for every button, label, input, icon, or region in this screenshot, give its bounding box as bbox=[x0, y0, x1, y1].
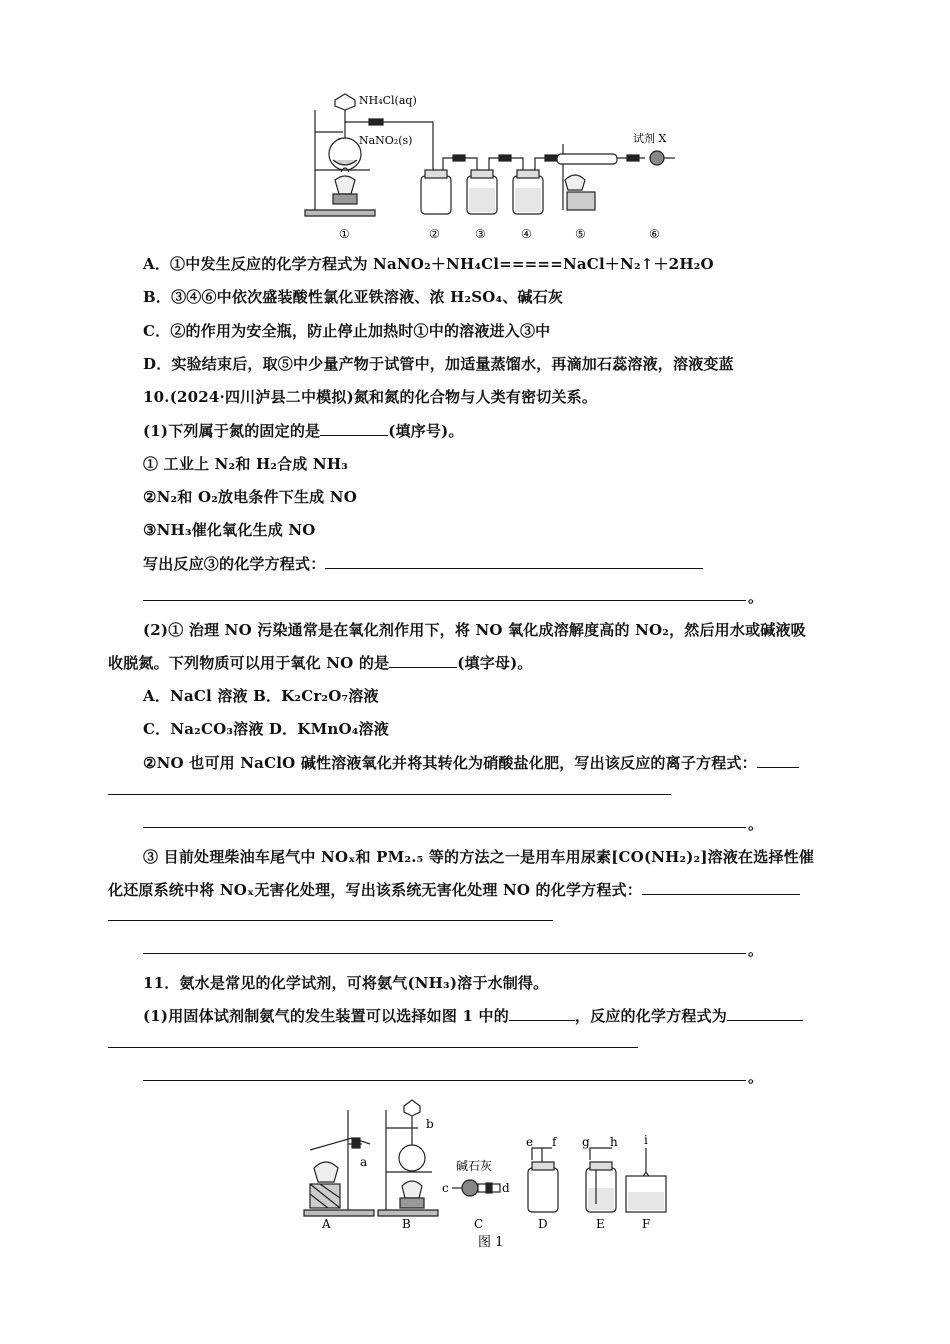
label-reagent-x: 试剂 X bbox=[633, 132, 667, 145]
q10-write-eq3 bbox=[143, 553, 703, 574]
q11-part1-text-a: (1)用固体试剂制氨气的发生装置可以选择如图 1 中的 bbox=[143, 1007, 509, 1025]
fig1-label-d-port: d bbox=[502, 1181, 510, 1195]
fig1-label-e-port: e bbox=[526, 1135, 534, 1149]
q10-part1-text-b: (填序号)。 bbox=[388, 422, 464, 440]
q10-eq3-blank-1[interactable] bbox=[325, 554, 703, 569]
q11-eq-blank-2[interactable] bbox=[108, 1047, 638, 1048]
label-num-5: ⑤ bbox=[575, 227, 586, 241]
q9-option-a: A．①中发生反应的化学方程式为 NaNO₂＋NH₄Cl=====NaCl＋N₂↑＋2H₂O bbox=[143, 255, 714, 273]
q11-device-blank[interactable] bbox=[509, 1006, 575, 1021]
q10-part2-2-text: ②NO 也可用 NaClO 碱性溶液氧化并将其转化为硝酸盐化肥，写出该反应的离子方程式： bbox=[143, 754, 757, 772]
q10-part1-blank[interactable] bbox=[320, 421, 388, 436]
label-nano2: NaNO₂(s) bbox=[359, 134, 413, 147]
fig1-label-i-port: i bbox=[644, 1133, 648, 1147]
fig1-label-h-port: h bbox=[610, 1135, 618, 1149]
fig1-label-f-port: f bbox=[552, 1135, 557, 1149]
fig1-label-B: B bbox=[402, 1217, 411, 1231]
q10-ionic-eq-blank-3[interactable] bbox=[143, 827, 746, 828]
q10-no-eq-blank-3[interactable] bbox=[143, 953, 746, 954]
q9-option-d: D．实验结束后，取⑤中少量产物于试管中，加适量蒸馏水，再滴加石蕊溶液，溶液变蓝 bbox=[143, 355, 734, 373]
fig1-label-b-port: b bbox=[426, 1117, 434, 1131]
q10-item-1: ① 工业上 N₂和 H₂合成 NH₃ bbox=[143, 455, 348, 473]
q11-part1 bbox=[143, 1005, 803, 1026]
q10-options-cd: C．Na₂CO₃溶液 D．KMnO₄溶液 bbox=[143, 720, 389, 738]
q10-item-2: ②N₂和 O₂放电条件下生成 NO bbox=[143, 488, 357, 506]
period: 。 bbox=[748, 941, 764, 959]
label-num-6: ⑥ bbox=[649, 227, 660, 241]
q10-part1-question bbox=[143, 420, 464, 441]
label-num-1: ① bbox=[339, 227, 350, 241]
q10-part2-2 bbox=[143, 752, 799, 773]
q10-part3-line2-text: 化还原系统中将 NOₓ无害化处理，写出该系统无害化处理 NO 的化学方程式： bbox=[108, 881, 642, 899]
q9-option-b: B．③④⑥中依次盛装酸性氯化亚铁溶液、浓 H₂SO₄、碱石灰 bbox=[143, 288, 564, 306]
q11-title: 11．氨水是常见的化学试剂，可将氨气(NH₃)溶于水制得。 bbox=[143, 974, 549, 992]
fig1-label-D: D bbox=[538, 1217, 548, 1231]
q11-eq-blank-3[interactable] bbox=[143, 1080, 746, 1081]
fig1-label-F: F bbox=[642, 1217, 651, 1231]
q10-ionic-eq-blank-2[interactable] bbox=[108, 794, 671, 795]
fig1-label-g-port: g bbox=[582, 1135, 590, 1149]
label-num-2: ② bbox=[429, 227, 440, 241]
q10-part1-text-a: (1)下列属于氮的固定的是 bbox=[143, 422, 321, 440]
q10-title: 10.(2024·四川泸县二中模拟)氮和氮的化合物与人类有密切关系。 bbox=[143, 388, 598, 406]
apparatus-figure-1 bbox=[290, 1092, 690, 1252]
fig1-caption: 图 1 bbox=[478, 1235, 504, 1250]
fig1-label-E: E bbox=[596, 1217, 605, 1231]
q10-part2-line2 bbox=[108, 652, 533, 673]
q10-write-eq3-text: 写出反应③的化学方程式： bbox=[143, 555, 326, 573]
fig1-label-a-port: a bbox=[360, 1155, 368, 1169]
q10-options-ab: A．NaCl 溶液 B．K₂Cr₂O₇溶液 bbox=[143, 687, 379, 705]
q10-part2-line2-text-a: 收脱氮。下列物质可以用于氧化 NO 的是 bbox=[108, 654, 390, 672]
q10-part2-blank[interactable] bbox=[389, 653, 457, 668]
q11-eq-blank-1[interactable] bbox=[727, 1006, 803, 1021]
q10-no-eq-blank-2[interactable] bbox=[108, 920, 553, 921]
q10-part2-line1: (2)① 治理 NO 污染通常是在氧化剂作用下，将 NO 氧化成溶解度高的 NO₂，然后用水或碱液吸 bbox=[143, 621, 806, 639]
period: 。 bbox=[748, 588, 764, 606]
label-num-3: ③ bbox=[475, 227, 486, 241]
apparatus-figure-top bbox=[295, 92, 695, 244]
q10-item-3: ③NH₃催化氧化生成 NO bbox=[143, 521, 316, 539]
fig1-label-c-port: c bbox=[442, 1181, 449, 1195]
period: 。 bbox=[748, 1068, 764, 1086]
fig1-label-A: A bbox=[322, 1217, 331, 1231]
q10-part2-line2-text-b: (填字母)。 bbox=[457, 654, 533, 672]
q11-part1-text-b: ，反应的化学方程式为 bbox=[574, 1007, 727, 1025]
q10-part3-line2 bbox=[108, 879, 800, 900]
label-nh4cl: NH₄Cl(aq) bbox=[359, 94, 417, 107]
period: 。 bbox=[748, 815, 764, 833]
q10-ionic-eq-blank-1[interactable] bbox=[757, 753, 799, 768]
q10-no-eq-blank-1[interactable] bbox=[642, 880, 800, 895]
fig1-label-C: C bbox=[474, 1217, 484, 1231]
q10-eq3-blank-2[interactable] bbox=[143, 600, 746, 601]
q10-part3-line1: ③ 目前处理柴油车尾气中 NOₓ和 PM₂.₅ 等的方法之一是用车用尿素[CO(NH₂)₂]溶液在选择性催 bbox=[143, 848, 815, 866]
label-num-4: ④ bbox=[521, 227, 532, 241]
q9-option-c: C．②的作用为安全瓶，防止停止加热时①中的溶液进入③中 bbox=[143, 322, 551, 340]
fig1-label-soda-lime: 碱石灰 bbox=[456, 1159, 493, 1173]
